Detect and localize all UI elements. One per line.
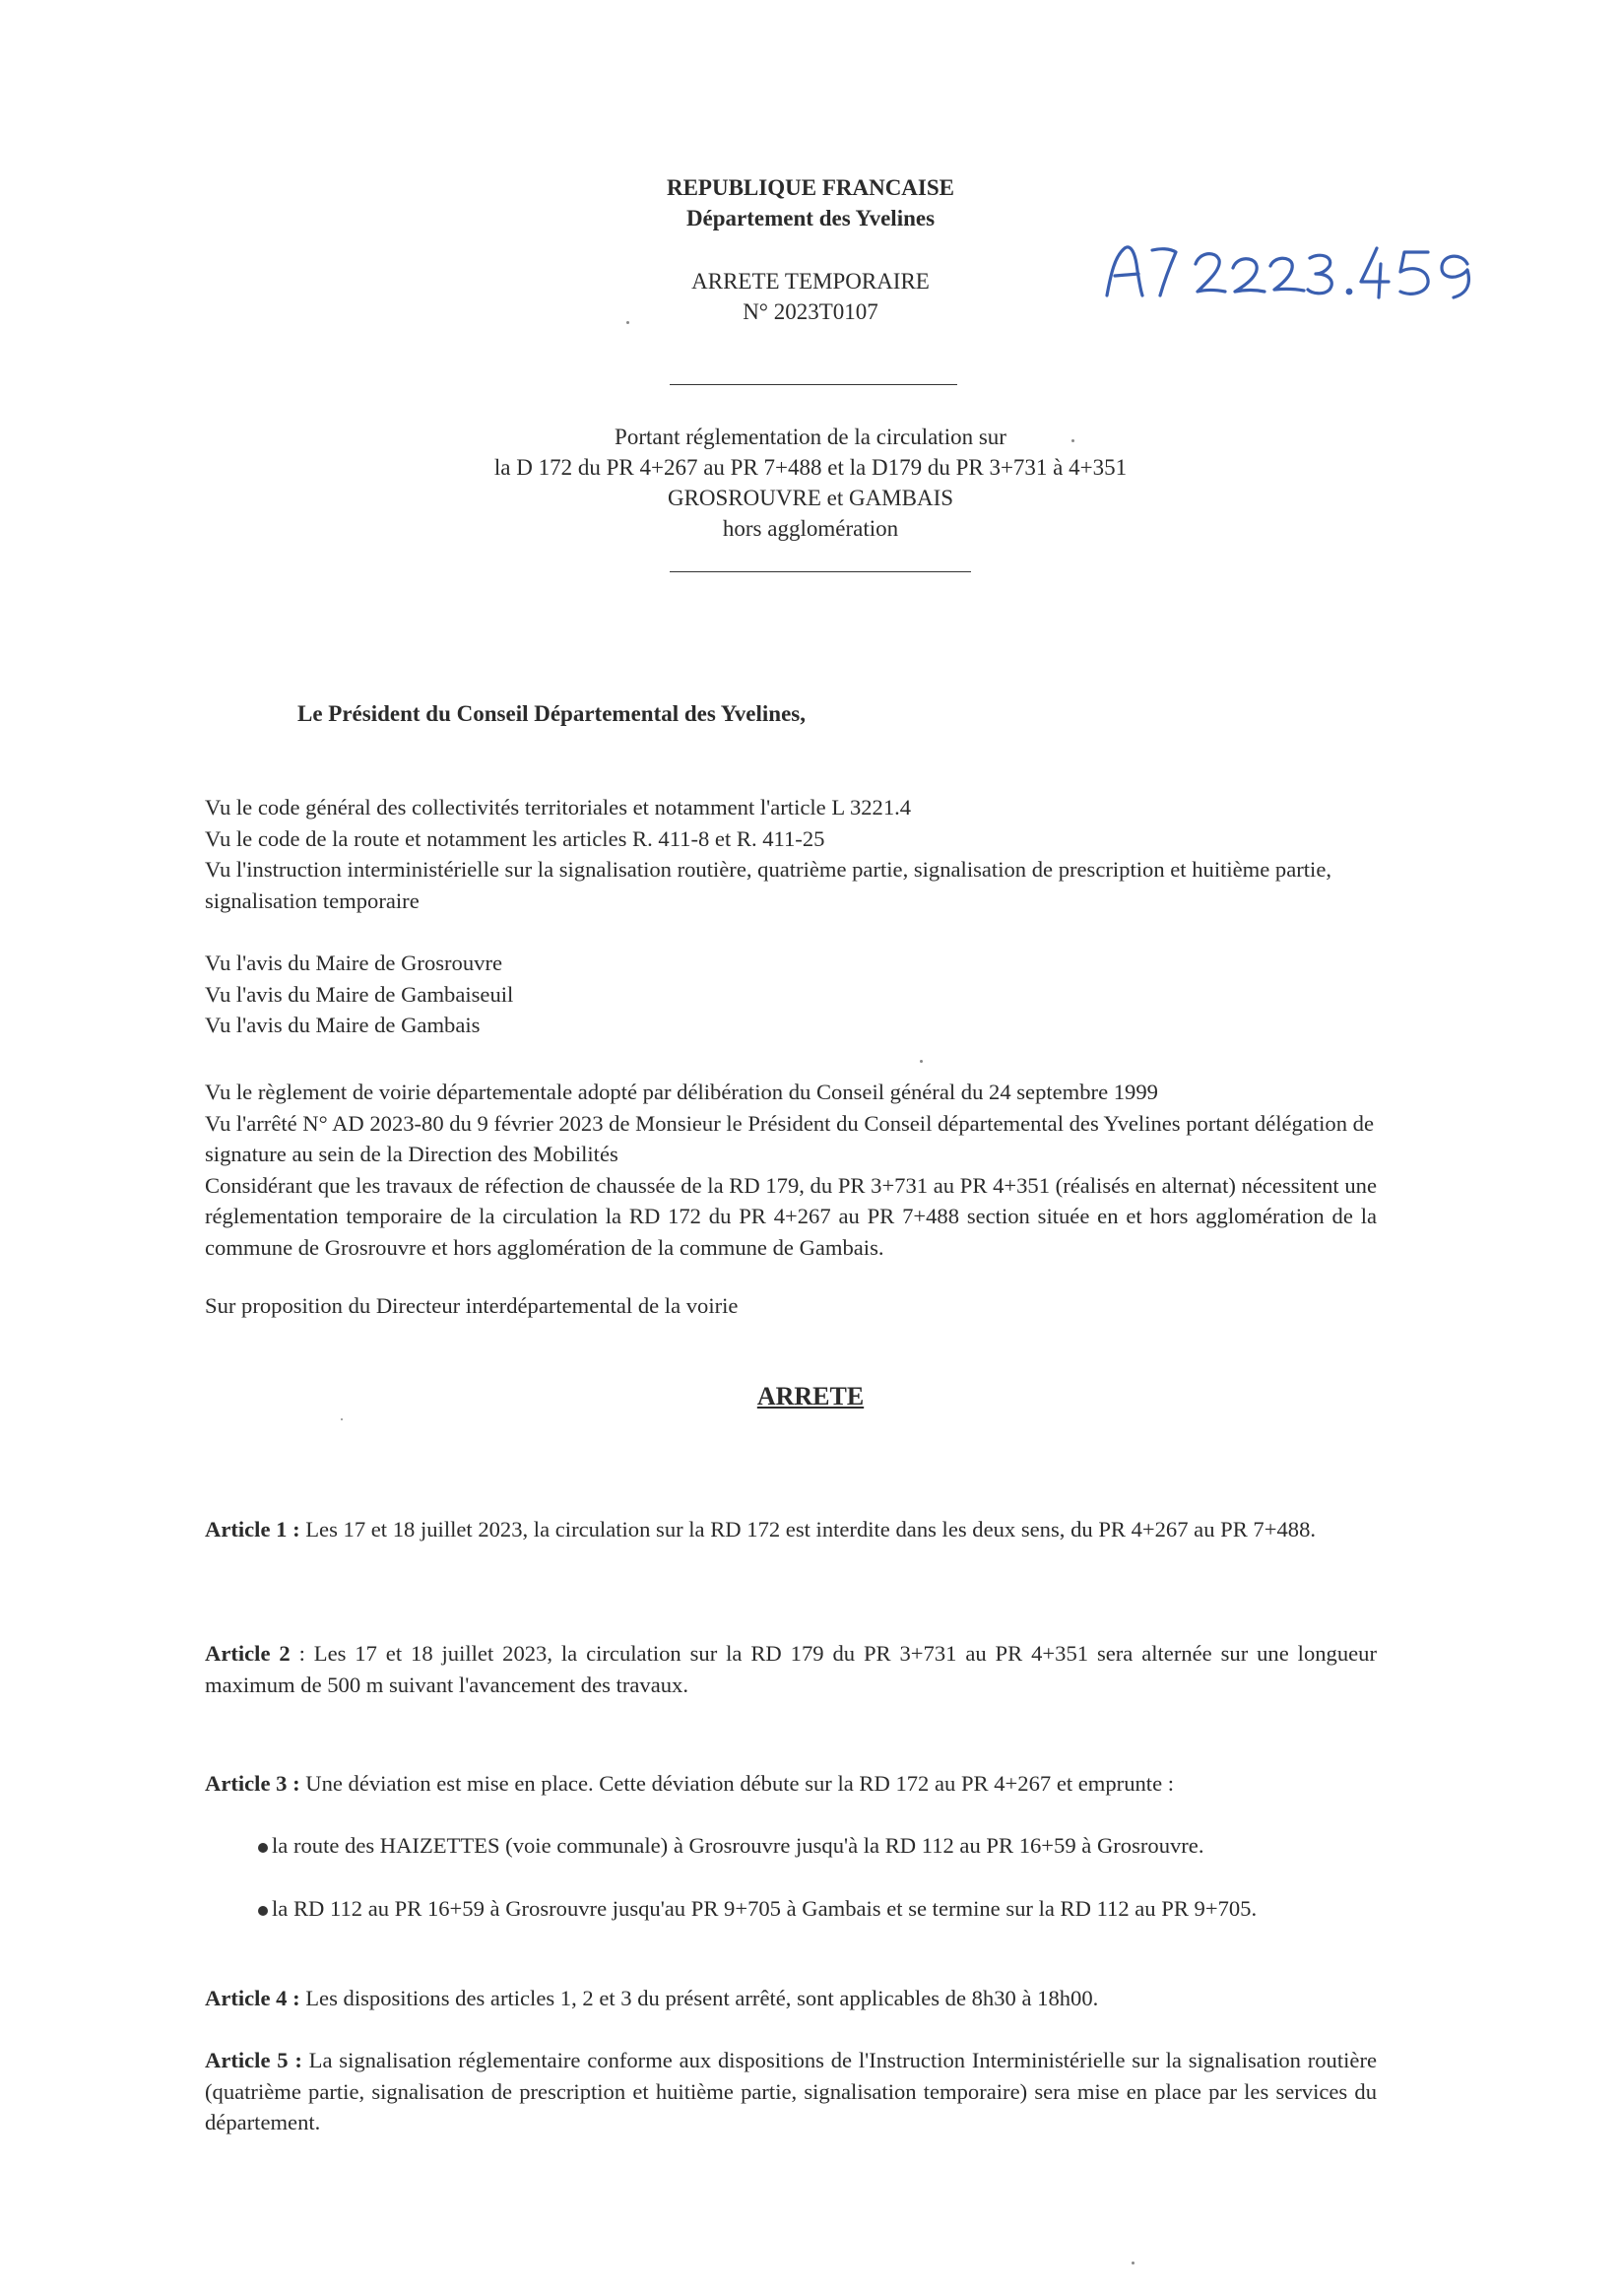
article-3	[205, 1768, 1377, 1800]
considerant-item: Considérant que les travaux de réfection de chaussée de la RD 179, du PR 3+731 au PR 4+351 (réalisés en alternat) nécessitent une réglementation temporaire de la circulation la RD 172 du PR 4+267 au PR 7+488 section située en et hors agglomération de la commune de Grosrouvre et hors agglomération de la commune de Gambais.	[205, 1172, 1377, 1260]
vu-item: Vu le code général des collectivités territoriales et notamment l'article L 3221.4	[205, 795, 912, 820]
scan-speck	[626, 321, 629, 324]
article-label: Article 4 :	[205, 1986, 300, 2010]
arrete-number: N° 2023T0107	[743, 299, 878, 324]
bullet-icon	[258, 1906, 268, 1916]
arrete-purpose	[0, 422, 1621, 544]
vu-group-regulations	[205, 1077, 1387, 1263]
purpose-line-3: GROSROUVRE et GAMBAIS	[667, 486, 954, 510]
article-2	[205, 1638, 1377, 1700]
arrete-type: ARRETE TEMPORAIRE	[691, 269, 930, 294]
article-text: : Les 17 et 18 juillet 2023, la circulation sur la RD 179 du PR 3+731 au PR 4+351 sera alternée sur une longueur maximum de 500 m suivant l'avancement des travaux.	[205, 1641, 1377, 1697]
article-label: Article 1 :	[205, 1517, 300, 1542]
bullet-text: la route des HAIZETTES (voie communale) à Grosrouvre jusqu'à la RD 112 au PR 16+59 à Grosrouvre.	[272, 1833, 1204, 1858]
scan-speck	[920, 1060, 923, 1063]
article-label: Article 3 :	[205, 1771, 300, 1796]
vu-item: Vu l'instruction interministérielle sur la signalisation routière, quatrième partie, signalisation de prescription et huitième partie, signalisation temporaire	[205, 857, 1332, 913]
proposition	[205, 1290, 1387, 1322]
purpose-line-4: hors agglomération	[722, 516, 899, 541]
vu-item: Vu le code de la route et notamment les articles R. 411-8 et R. 411-25	[205, 825, 825, 851]
article-label: Article 2	[205, 1641, 291, 1666]
handwritten-reference-stamp	[1101, 234, 1495, 313]
divider-top	[670, 384, 957, 385]
proposition-text: Sur proposition du Directeur interdépartemental de la voirie	[205, 1293, 739, 1318]
deviation-bullet-1	[258, 1830, 1377, 1862]
president-heading: Le Président du Conseil Départemental des Yvelines,	[297, 701, 806, 726]
article-text: Les 17 et 18 juillet 2023, la circulation sur la RD 172 est interdite dans les deux sens, du PR 4+267 au PR 7+488.	[299, 1517, 1317, 1542]
vu-group-mayors	[205, 948, 1387, 1041]
vu-item: Vu le règlement de voirie départementale adopté par délibération du Conseil général du 24 septembre 1999	[205, 1080, 1158, 1104]
deviation-bullet-2	[258, 1893, 1377, 1925]
document-header	[0, 172, 1621, 233]
republic-title: REPUBLIQUE FRANCAISE	[666, 175, 954, 200]
vu-group-legal	[205, 792, 1387, 916]
article-text: La signalisation réglementaire conforme aux dispositions de l'Instruction Interministérielle sur la signalisation routière (quatrième partie, signalisation de prescription et huitième partie, signalisation temporaire) sera mise en place par les services du département.	[205, 2048, 1377, 2134]
scan-speck	[1071, 439, 1074, 442]
vu-item: Vu l'avis du Maire de Grosrouvre	[205, 951, 503, 975]
scan-speck	[1132, 2262, 1135, 2264]
purpose-line-1: Portant réglementation de la circulation sur	[615, 425, 1006, 449]
bullet-icon	[258, 1843, 268, 1853]
vu-item: Vu l'avis du Maire de Gambais	[205, 1013, 481, 1037]
article-label: Article 5 :	[205, 2048, 302, 2072]
arrete-title: ARRETE	[756, 1382, 865, 1410]
article-4	[205, 1983, 1377, 2014]
article-5	[205, 2045, 1377, 2138]
scan-speck	[341, 1418, 343, 1420]
article-1	[205, 1514, 1377, 1545]
vu-item: Vu l'arrêté N° AD 2023-80 du 9 février 2023 de Monsieur le Président du Conseil départemental des Yvelines portant délégation de signature au sein de la Direction des Mobilités	[205, 1110, 1374, 1166]
department-name: Département des Yvelines	[685, 206, 936, 230]
bullet-text: la RD 112 au PR 16+59 à Grosrouvre jusqu'au PR 9+705 à Gambais et se termine sur la RD 112 au PR 9+705.	[272, 1896, 1258, 1921]
purpose-line-2: la D 172 du PR 4+267 au PR 7+488 et la D179 du PR 3+731 à 4+351	[493, 455, 1128, 480]
divider-bottom	[670, 571, 971, 572]
article-text: Une déviation est mise en place. Cette déviation débute sur la RD 172 au PR 4+267 et emprunte :	[299, 1771, 1175, 1796]
article-text: Les dispositions des articles 1, 2 et 3 du présent arrêté, sont applicables de 8h30 à 18h00.	[299, 1986, 1099, 2010]
vu-item: Vu l'avis du Maire de Gambaiseuil	[205, 981, 514, 1007]
